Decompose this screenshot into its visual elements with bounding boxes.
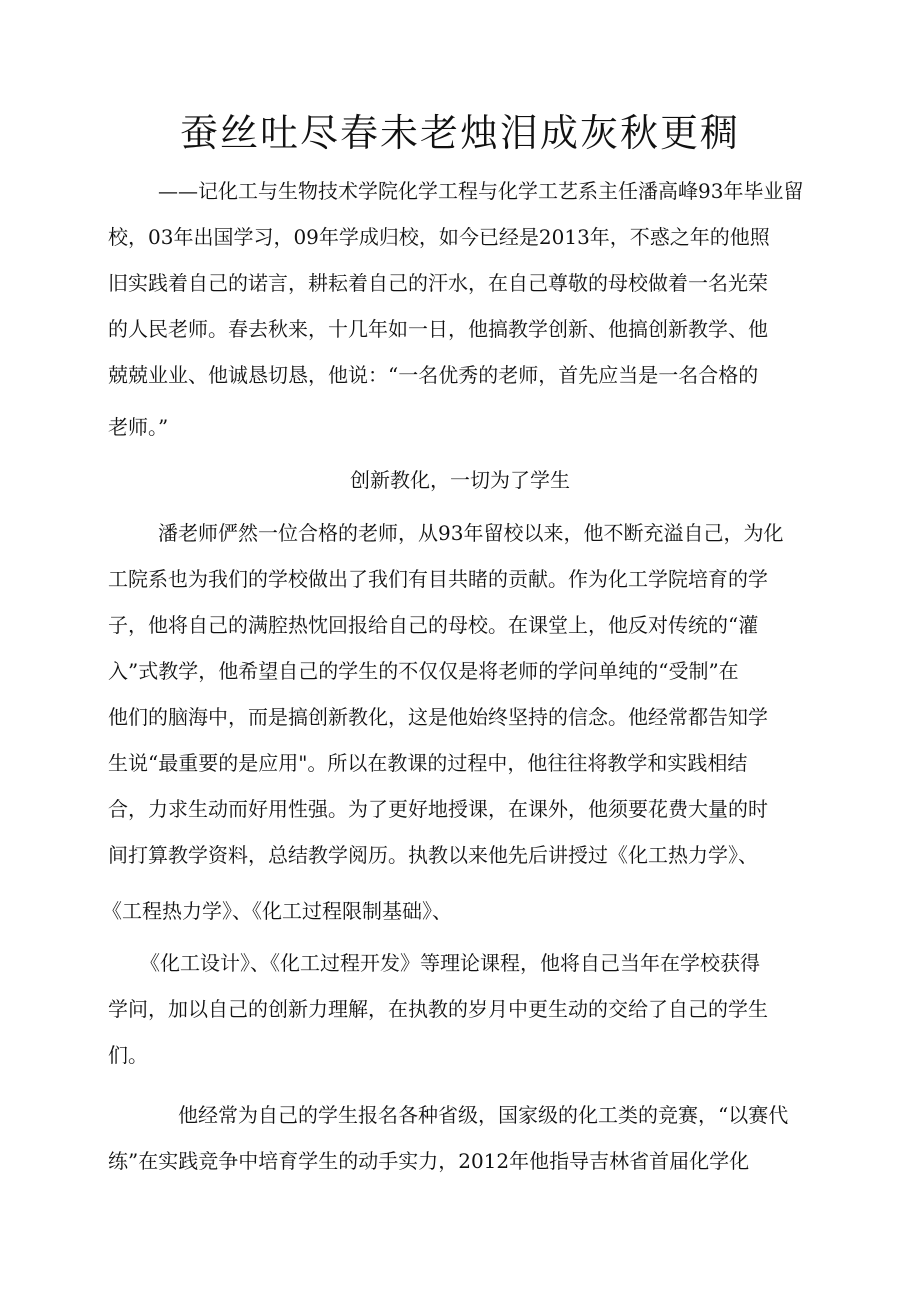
body-line-1: 潘老师俨然一位合格的老师，从93年留校以来，他不断充溢自己，为化 xyxy=(158,521,784,545)
intro-line-5: 兢兢业业、他诚恳切恳，他说：“一名优秀的老师，首先应当是一名合格的 xyxy=(108,363,759,387)
body-line-3: 子，他将自己的满腔热忱回报给自己的母校。在课堂上，他反对传统的“灌 xyxy=(108,613,759,637)
body-line-5: 他们的脑海中，而是搞创新教化，这是他始终坚持的信念。他经常都告知学 xyxy=(108,705,768,729)
document-title: 蚕丝吐尽春未老烛泪成灰秋更稠 xyxy=(179,111,740,155)
section-heading: 创新教化，一切为了学生 xyxy=(350,468,570,492)
body-line-12: 们。 xyxy=(108,1043,148,1067)
closing-line-1: 他经常为自己的学生报名各种省级，国家级的化工类的竞赛，“以赛代 xyxy=(178,1103,789,1127)
intro-line-3: 旧实践着自己的诺言，耕耘着自己的汗水，在自己尊敬的母校做着一名光荣 xyxy=(108,271,768,295)
intro-line-4: 的人民老师。春去秋来，十几年如一日，他搞教学创新、他搞创新教学、他 xyxy=(108,317,768,341)
body-line-7: 合，力求生动而好用性强。为了更好地授课，在课外，他须要花费大量的时 xyxy=(108,797,768,821)
body-line-2: 工院系也为我们的学校做出了我们有目共睹的贡献。作为化工学院培育的学 xyxy=(108,567,768,591)
body-line-10: 《化工设计》、《化工过程开发》等理论课程，他将自己当年在学校获得 xyxy=(140,951,760,975)
body-line-11: 学问，加以自己的创新力理解，在执教的岁月中更生动的交给了自己的学生 xyxy=(108,997,768,1021)
intro-line-1: ——记化工与生物技术学院化学工程与化学工艺系主任潘高峰93年毕业留 xyxy=(158,179,804,203)
body-line-8: 间打算教学资料，总结教学阅历。执教以来他先后讲授过《化工热力学》、 xyxy=(108,843,758,867)
intro-line-2: 校，03年出国学习，09年学成归校，如今已经是2013年，不惑之年的他照 xyxy=(108,225,770,249)
body-line-4: 入”式教学，他希望自己的学生的不仅仅是将老师的学问单纯的“受制”在 xyxy=(108,659,739,683)
body-line-6: 生说“最重要的是应用"。所以在教课的过程中，他往往将教学和实践相结 xyxy=(108,751,748,775)
intro-line-6: 老师。” xyxy=(108,415,169,439)
closing-line-2: 练”在实践竞争中培育学生的动手实力，2012年他指导吉林省首届化学化 xyxy=(108,1149,750,1173)
body-line-9: 《工程热力学》、《化工过程限制基础》、 xyxy=(102,899,452,923)
